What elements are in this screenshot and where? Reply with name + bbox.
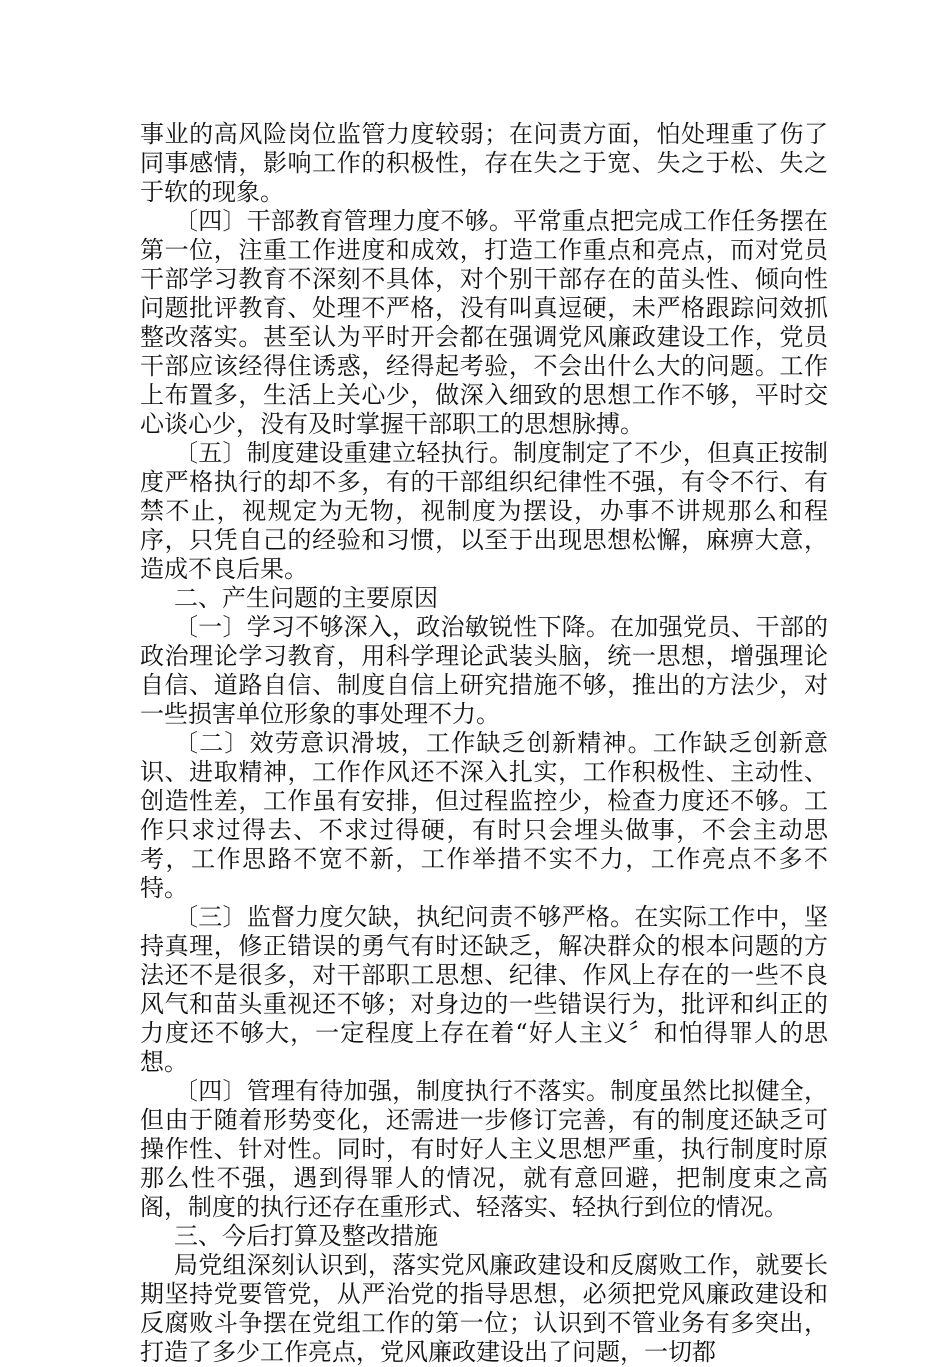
paragraph-continuation: 事业的高风险岗位监管力度较弱；在问责方面，怕处理重了伤了同事感情，影响工作的积极性，存在失之于宽、失之于松、失之于软的现象。 xyxy=(140,120,828,206)
section-heading-causes: 二、产生问题的主要原因 xyxy=(174,584,438,612)
paragraph-party-group: 局党组深刻认识到，落实党风廉政建设和反腐败工作，就要长期坚持党要管党，从严治党的指导思想，必须把党风廉政建设和反腐败斗争摆在党组工作的第一位；认识到不管业务有多突出，打造了多少工作亮点，党风廉政建设出了问题，一切都 xyxy=(140,1251,828,1366)
paragraph-cause-supervision: 〔三〕监督力度欠缺，执纪问责不够严格。在实际工作中，坚持真理，修正错误的勇气有时还缺乏，解决群众的根本问题的方法还不是很多，对干部职工思想、纪律、作风上存在的一些不良风气和苗头重视还不够；对身边的一些错误行为，批评和纠正的力度还不够大，一定程度上存在着“好人主义〞和怕得罪人的思想。 xyxy=(140,903,828,1076)
paragraph-cause-service: 〔二〕效劳意识滑坡，工作缺乏创新精神。工作缺乏创新意识、进取精神，工作作风还不深入扎实，工作积极性、主动性、创造性差，工作虽有安排，但过程监控少，检查力度还不够。工作只求过得去、不求过得硬，有时只会埋头做事，不会主动思考，工作思路不宽不新，工作举措不实不力，工作亮点不多不特。 xyxy=(140,729,828,902)
paragraph-system-building: 〔五〕制度建设重建立轻执行。制度制定了不少，但真正按制度严格执行的却不多，有的干部组织纪律性不强，有令不行、有禁不止，视规定为无物，视制度为摆设，办事不讲规那么和程序，只凭自己的经验和习惯，以至于出现思想松懈，麻痹大意，造成不良后果。 xyxy=(140,439,828,583)
document-body xyxy=(140,120,828,1367)
section-heading-measures: 三、今后打算及整改措施 xyxy=(174,1222,438,1250)
paragraph-cause-study: 〔一〕学习不够深入，政治敏锐性下降。在加强党员、干部的政治理论学习教育，用科学理论武装头脑，统一思想，增强理论自信、道路自信、制度自信上研究措施不够，推出的方法少，对一些损害单位形象的事处理不力。 xyxy=(140,613,828,728)
paragraph-cause-management: 〔四〕管理有待加强，制度执行不落实。制度虽然比拟健全，但由于随着形势变化，还需进一步修订完善，有的制度还缺乏可操作性、针对性。同时，有时好人主义思想严重，执行制度时原那么性不强，遇到得罪人的情况，就有意回避，把制度束之高阁，制度的执行还存在重形式、轻落实、轻执行到位的情况。 xyxy=(140,1077,828,1221)
paragraph-cadre-education: 〔四〕干部教育管理力度不够。平常重点把完成工作任务摆在第一位，注重工作进度和成效，打造工作重点和亮点，而对党员干部学习教育不深刻不具体，对个别干部存在的苗头性、倾向性问题批评教育、处理不严格，没有叫真逗硬，未严格跟踪问效抓整改落实。甚至认为平时开会都在强调党风廉政建设工作，党员干部应该经得住诱惑，经得起考验，不会出什么大的问题。工作上布置多，生活上关心少，做深入细致的思想工作不够，平时交心谈心少，没有及时掌握干部职工的思想脉搏。 xyxy=(140,207,828,438)
